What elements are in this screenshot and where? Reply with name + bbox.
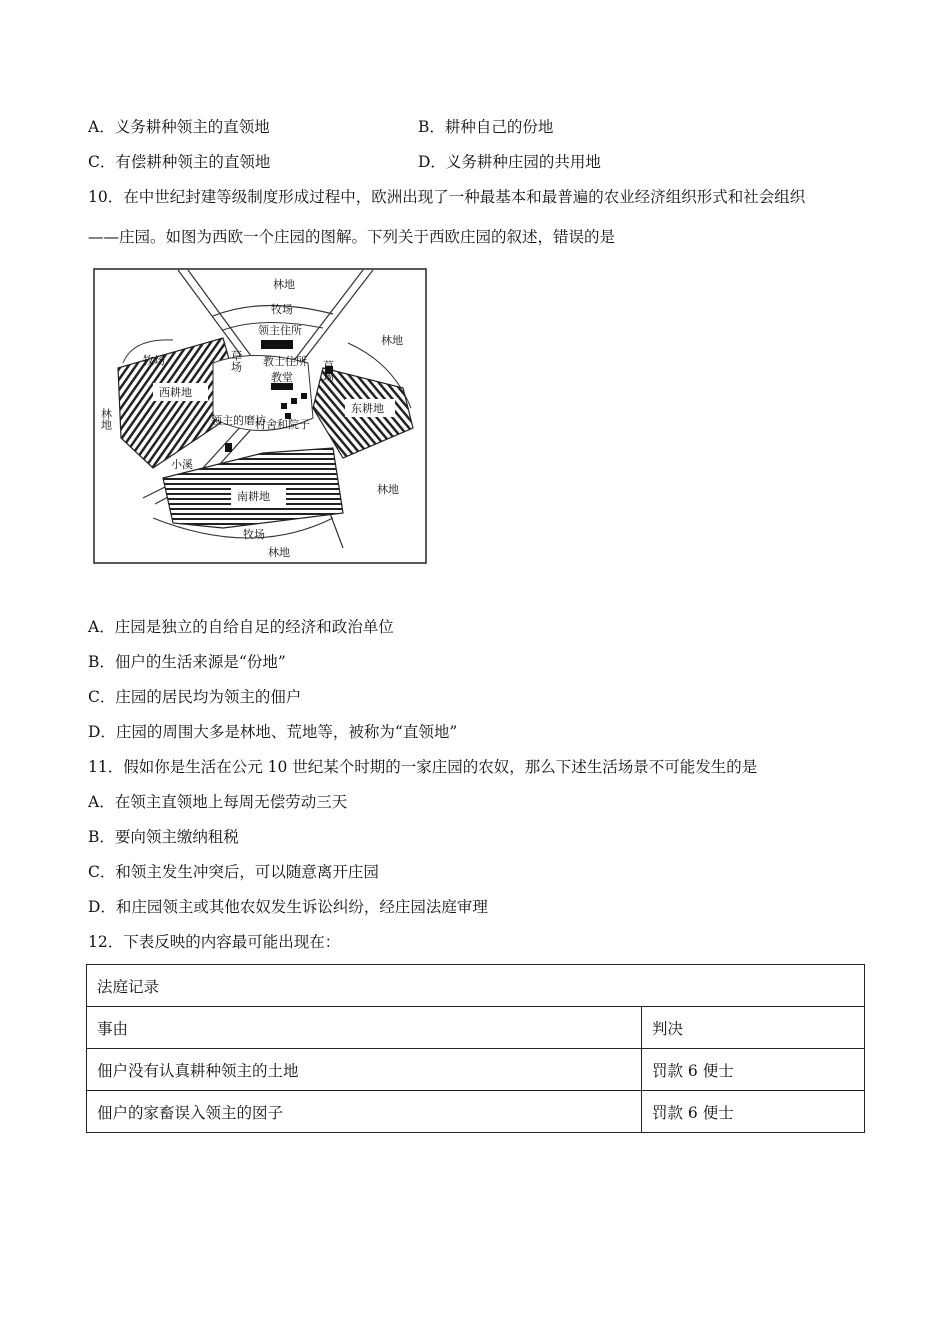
q11-stem: 11．假如你是生活在公元 10 世纪某个时期的一家庄园的农奴，那么下述生活场景不可能发生的是 bbox=[88, 758, 758, 776]
table-title-row bbox=[87, 965, 865, 1007]
map-label-west-field: 西耕地 bbox=[159, 386, 192, 399]
table-title: 法庭记录 bbox=[87, 965, 865, 1007]
map-label-east-field: 东耕地 bbox=[351, 402, 384, 415]
map-label-forest-bottom: 林地 bbox=[268, 546, 290, 559]
q12-stem: 12．下表反映的内容最可能出现在： bbox=[88, 933, 341, 951]
q11-option-a: A．在领主直领地上每周无偿劳动三天 bbox=[88, 793, 348, 811]
table-cell-cause: 佃户没有认真耕种领主的土地 bbox=[87, 1049, 642, 1091]
map-label-lord-mill: 领主的磨坊 bbox=[211, 414, 266, 427]
map-label-priest-residence: 教士住所 bbox=[263, 355, 307, 368]
table-cell-verdict: 罚款 6 便士 bbox=[642, 1091, 865, 1133]
q9-option-d: D．义务耕种庄园的共用地 bbox=[418, 153, 601, 171]
table-header-row bbox=[87, 1007, 865, 1049]
q10-option-c: C．庄园的居民均为领主的佃户 bbox=[88, 688, 302, 706]
q11-option-d: D．和庄园领主或其他农奴发生诉讼纠纷，经庄园法庭审理 bbox=[88, 898, 488, 916]
map-label-village: 村舍和院子 bbox=[255, 418, 310, 431]
q10-option-d: D．庄园的周围大多是林地、荒地等，被称为“直领地” bbox=[88, 723, 458, 741]
map-label-stream: 小溪 bbox=[171, 458, 193, 471]
map-label-meadow-right: 草场 bbox=[321, 360, 335, 382]
q11-option-b: B．要向领主缴纳租税 bbox=[88, 828, 239, 846]
map-label-forest-top: 林地 bbox=[273, 278, 295, 291]
q10-stem-line1: 10．在中世纪封建等级制度形成过程中，欧洲出现了一种最基本和最普遍的农业经济组织形式和社会组织 bbox=[88, 188, 806, 206]
q9-option-a: A．义务耕种领主的直领地 bbox=[88, 118, 270, 136]
map-label-pasture-top: 牧场 bbox=[271, 303, 293, 316]
manor-map bbox=[93, 268, 427, 564]
q9-option-b: B．耕种自己的份地 bbox=[418, 118, 554, 136]
lord-residence-building bbox=[261, 340, 293, 349]
court-record-table bbox=[86, 964, 865, 1133]
map-label-forest-right-bottom: 林地 bbox=[377, 483, 399, 496]
map-label-church: 教堂 bbox=[271, 371, 293, 384]
table-cell-cause: 佃户的家畜误入领主的囡子 bbox=[87, 1091, 642, 1133]
table-header-cause: 事由 bbox=[87, 1007, 642, 1049]
map-label-pasture-left: 牧场 bbox=[143, 354, 165, 367]
map-label-forest-right-top: 林地 bbox=[381, 334, 403, 347]
table-cell-verdict: 罚款 6 便士 bbox=[642, 1049, 865, 1091]
q10-stem-line2: ——庄园。如图为西欧一个庄园的图解。下列关于西欧庄园的叙述，错误的是 bbox=[88, 228, 616, 246]
q10-option-b: B．佃户的生活来源是“份地” bbox=[88, 653, 286, 671]
table-row bbox=[87, 1091, 865, 1133]
map-label-lord-residence: 领主住所 bbox=[258, 324, 302, 337]
table-row bbox=[87, 1049, 865, 1091]
church-building bbox=[271, 383, 293, 390]
map-label-pasture-bottom: 牧场 bbox=[243, 528, 265, 541]
q11-option-c: C．和领主发生冲突后，可以随意离开庄园 bbox=[88, 863, 379, 881]
map-label-forest-left: 林地 bbox=[99, 408, 113, 430]
mill-building bbox=[225, 443, 232, 452]
map-label-south-field: 南耕地 bbox=[237, 490, 270, 503]
q9-option-c: C．有偿耕种领主的直领地 bbox=[88, 153, 271, 171]
table-header-verdict: 判决 bbox=[642, 1007, 865, 1049]
q10-option-a: A．庄园是独立的自给自足的经济和政治单位 bbox=[88, 618, 394, 636]
map-label-meadow-left: 草场 bbox=[229, 350, 243, 372]
